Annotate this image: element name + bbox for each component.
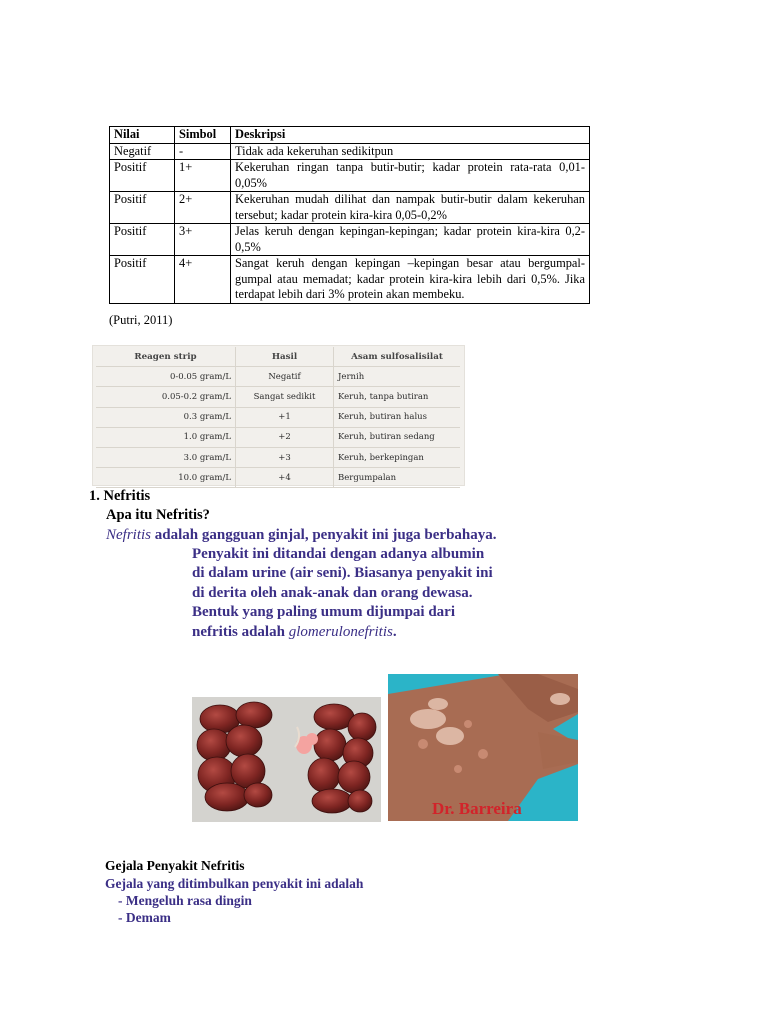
cell-nilai: Positif	[110, 256, 175, 304]
skin-lesion-hand-photo	[388, 674, 578, 821]
header-deskripsi: Deskripsi	[231, 127, 590, 144]
cell-simbol: -	[175, 143, 231, 160]
header-nilai: Nilai	[110, 127, 175, 144]
intro-term: Nefritis	[106, 527, 152, 543]
reagent-cell-hasil: +3	[236, 447, 334, 467]
cell-simbol: 2+	[175, 192, 231, 224]
reagent-cell-hasil: +2	[236, 427, 334, 447]
section-question: Apa itu Nefritis?	[106, 507, 210, 523]
last-line-start: nefritis adalah	[192, 623, 289, 640]
intro-rest: adalah gangguan ginjal, penyakit ini juga berbahaya.	[151, 527, 497, 543]
description-paragraph	[192, 545, 552, 642]
cell-nilai: Positif	[110, 192, 175, 224]
table-row	[110, 256, 590, 304]
reagent-row	[96, 447, 460, 467]
reagent-row	[96, 387, 460, 407]
reagent-row	[96, 427, 460, 447]
table-row	[110, 192, 590, 224]
section-heading: 1. Nefritis	[89, 488, 151, 504]
reagent-header-row	[96, 347, 460, 367]
reagent-cell-strip: 0-0.05 gram/L	[96, 367, 236, 387]
reagent-cell-hasil: +4	[236, 468, 334, 488]
table-row	[110, 160, 590, 192]
reagent-cell-strip: 10.0 gram/L	[96, 468, 236, 488]
reagent-cell-strip: 0.3 gram/L	[96, 407, 236, 427]
reagent-cell-asam: Bergumpalan	[334, 468, 461, 488]
cell-simbol: 1+	[175, 160, 231, 192]
reagent-row	[96, 407, 460, 427]
table-row	[110, 143, 590, 160]
cell-nilai: Positif	[110, 224, 175, 256]
cell-nilai: Positif	[110, 160, 175, 192]
cell-deskripsi: Kekeruhan ringan tanpa butir-butir; kadar protein rata-rata 0,01-0,05%	[231, 160, 590, 192]
reagent-cell-asam: Jernih	[334, 367, 461, 387]
description-line: di dalam urine (air seni). Biasanya penyakit ini	[192, 565, 493, 582]
symptom-item: - Demam	[118, 910, 171, 925]
kidney-photo	[192, 697, 381, 822]
reagent-cell-asam: Keruh, butiran halus	[334, 407, 461, 427]
cell-deskripsi: Tidak ada kekeruhan sedikitpun	[231, 143, 590, 160]
table-header-row	[110, 127, 590, 144]
reagent-cell-strip: 0.05-0.2 gram/L	[96, 387, 236, 407]
table-row	[110, 224, 590, 256]
reagent-table	[96, 347, 460, 488]
reagent-header-hasil: Hasil	[236, 347, 334, 367]
cell-deskripsi: Sangat keruh dengan kepingan –kepingan besar atau bergumpal-gumpal atau memadat; kadar protein kira-kira lebih dari 0,5%. Jika terdapat lebih dari 3% protein akan membeku.	[231, 256, 590, 304]
reagent-header-asam: Asam sulfosalisilat	[334, 347, 461, 367]
table-source-citation: (Putri, 2011)	[109, 313, 173, 327]
reagent-cell-asam: Keruh, butiran sedang	[334, 427, 461, 447]
cell-nilai: Negatif	[110, 143, 175, 160]
reagent-cell-asam: Keruh, tanpa butiran	[334, 387, 461, 407]
reagent-strip-table-image	[92, 345, 465, 486]
symptoms-title: Gejala Penyakit Nefritis	[105, 858, 245, 873]
symptoms-intro: Gejala yang ditimbulkan penyakit ini adalah	[105, 876, 364, 891]
protein-table	[109, 126, 590, 304]
cell-simbol: 4+	[175, 256, 231, 304]
reagent-cell-asam: Keruh, berkepingan	[334, 447, 461, 467]
reagent-cell-hasil: Sangat sedikit	[236, 387, 334, 407]
last-line-end: .	[392, 623, 397, 640]
reagent-cell-strip: 3.0 gram/L	[96, 447, 236, 467]
description-line: Penyakit ini ditandai dengan adanya albumin	[192, 546, 485, 562]
hand-illustration	[388, 674, 578, 821]
reagent-cell-hasil: +1	[236, 407, 334, 427]
reagent-cell-hasil: Negatif	[236, 367, 334, 387]
symptom-item: - Mengeluh rasa dingin	[118, 893, 252, 908]
description-line: di derita oleh anak-anak dan orang dewasa.	[192, 584, 473, 601]
description-line: Bentuk yang paling umum dijumpai dari	[192, 604, 455, 621]
watermark-text: Dr. Barreira	[432, 799, 522, 818]
cell-deskripsi: Jelas keruh dengan kepingan-kepingan; kadar protein kira-kira 0,2-0,5%	[231, 224, 590, 256]
cell-deskripsi: Kekeruhan mudah dilihat dan nampak butir-butir dalam kekeruhan tersebut; kadar protein kira-kira 0,05-0,2%	[231, 192, 590, 224]
cell-simbol: 3+	[175, 224, 231, 256]
reagent-header-strip: Reagen strip	[96, 347, 236, 367]
reagent-row	[96, 367, 460, 387]
reagent-row	[96, 468, 460, 488]
intro-sentence	[106, 527, 497, 544]
reagent-cell-strip: 1.0 gram/L	[96, 427, 236, 447]
glomerulonefritis-term: glomerulonefritis	[288, 623, 393, 640]
kidney-illustration	[192, 697, 381, 822]
description-last-line	[192, 623, 552, 642]
header-simbol: Simbol	[175, 127, 231, 144]
